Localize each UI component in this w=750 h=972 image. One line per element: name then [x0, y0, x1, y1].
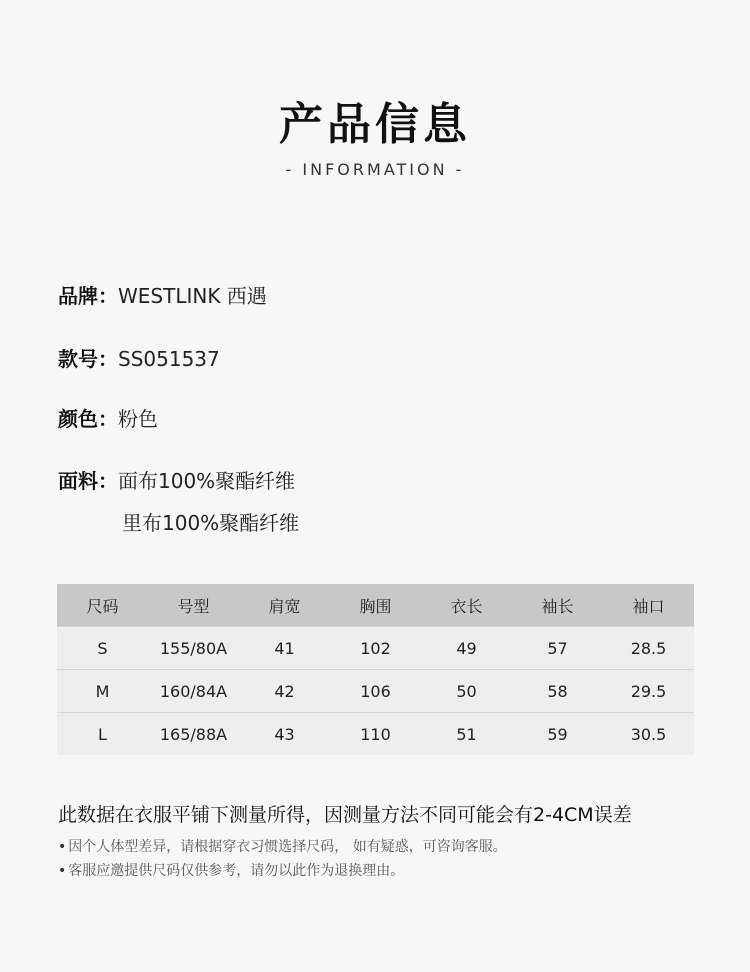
- header-cell: 袖口: [603, 584, 694, 627]
- table-cell: 57: [512, 627, 603, 670]
- table-cell: 102: [330, 627, 421, 670]
- table-row: [57, 627, 694, 670]
- table-cell: 51: [421, 713, 512, 756]
- measurement-note-title: 此数据在衣服平铺下测量所得，因测量方法不同可能会有2-4CM误差: [58, 804, 632, 826]
- table-cell: 106: [330, 670, 421, 713]
- header-cell: 袖长: [512, 584, 603, 627]
- table-cell: 30.5: [603, 713, 694, 756]
- color-row: [58, 403, 158, 432]
- color-label: 颜色：: [58, 407, 118, 431]
- table-cell: 110: [330, 713, 421, 756]
- header-cell: 号型: [148, 584, 239, 627]
- table-cell: L: [57, 713, 148, 756]
- style-value: SS051537: [118, 347, 220, 371]
- note-text-1: 因个人体型差异，请根据穿衣习惯选择尺码， 如有疑惑，可咨询客服。: [68, 839, 507, 855]
- brand-label: 品牌：: [58, 284, 118, 308]
- size-table-header: [57, 584, 694, 627]
- table-cell: 28.5: [603, 627, 694, 670]
- fabric-label: 面料：: [58, 469, 118, 493]
- fabric-value-2: 里布100%聚酯纤维: [122, 511, 300, 535]
- fabric-value-1: 面布100%聚酯纤维: [118, 469, 296, 493]
- header-cell: 尺码: [57, 584, 148, 627]
- note-line-2: [58, 860, 404, 880]
- table-cell: 42: [239, 670, 330, 713]
- bullet-icon: •: [58, 839, 67, 855]
- page-subtitle: - INFORMATION -: [285, 160, 465, 179]
- table-cell: 41: [239, 627, 330, 670]
- table-cell: 58: [512, 670, 603, 713]
- table-cell: 155/80A: [148, 627, 239, 670]
- table-cell: 49: [421, 627, 512, 670]
- color-value: 粉色: [118, 407, 158, 431]
- note-text-2: 客服应邀提供尺码仅供参考，请勿以此作为退换理由。: [68, 863, 405, 879]
- table-cell: S: [57, 627, 148, 670]
- header-cell: 衣长: [421, 584, 512, 627]
- brand-row: [58, 280, 267, 309]
- header-cell: 肩宽: [239, 584, 330, 627]
- table-row: [57, 670, 694, 713]
- bullet-icon: •: [58, 863, 67, 879]
- table-cell: 160/84A: [148, 670, 239, 713]
- table-cell: 50: [421, 670, 512, 713]
- style-row: [58, 343, 220, 372]
- style-label: 款号：: [58, 347, 118, 371]
- table-cell: 59: [512, 713, 603, 756]
- header-cell: 胸围: [330, 584, 421, 627]
- note-line-1: [58, 836, 507, 856]
- table-row: [57, 713, 694, 756]
- brand-value: WESTLINK 西遇: [118, 284, 267, 308]
- fabric-row: [58, 465, 295, 494]
- table-cell: 43: [239, 713, 330, 756]
- page-title: 产品信息: [279, 99, 471, 150]
- table-cell: 165/88A: [148, 713, 239, 756]
- size-table: [57, 584, 694, 755]
- table-cell: 29.5: [603, 670, 694, 713]
- table-cell: M: [57, 670, 148, 713]
